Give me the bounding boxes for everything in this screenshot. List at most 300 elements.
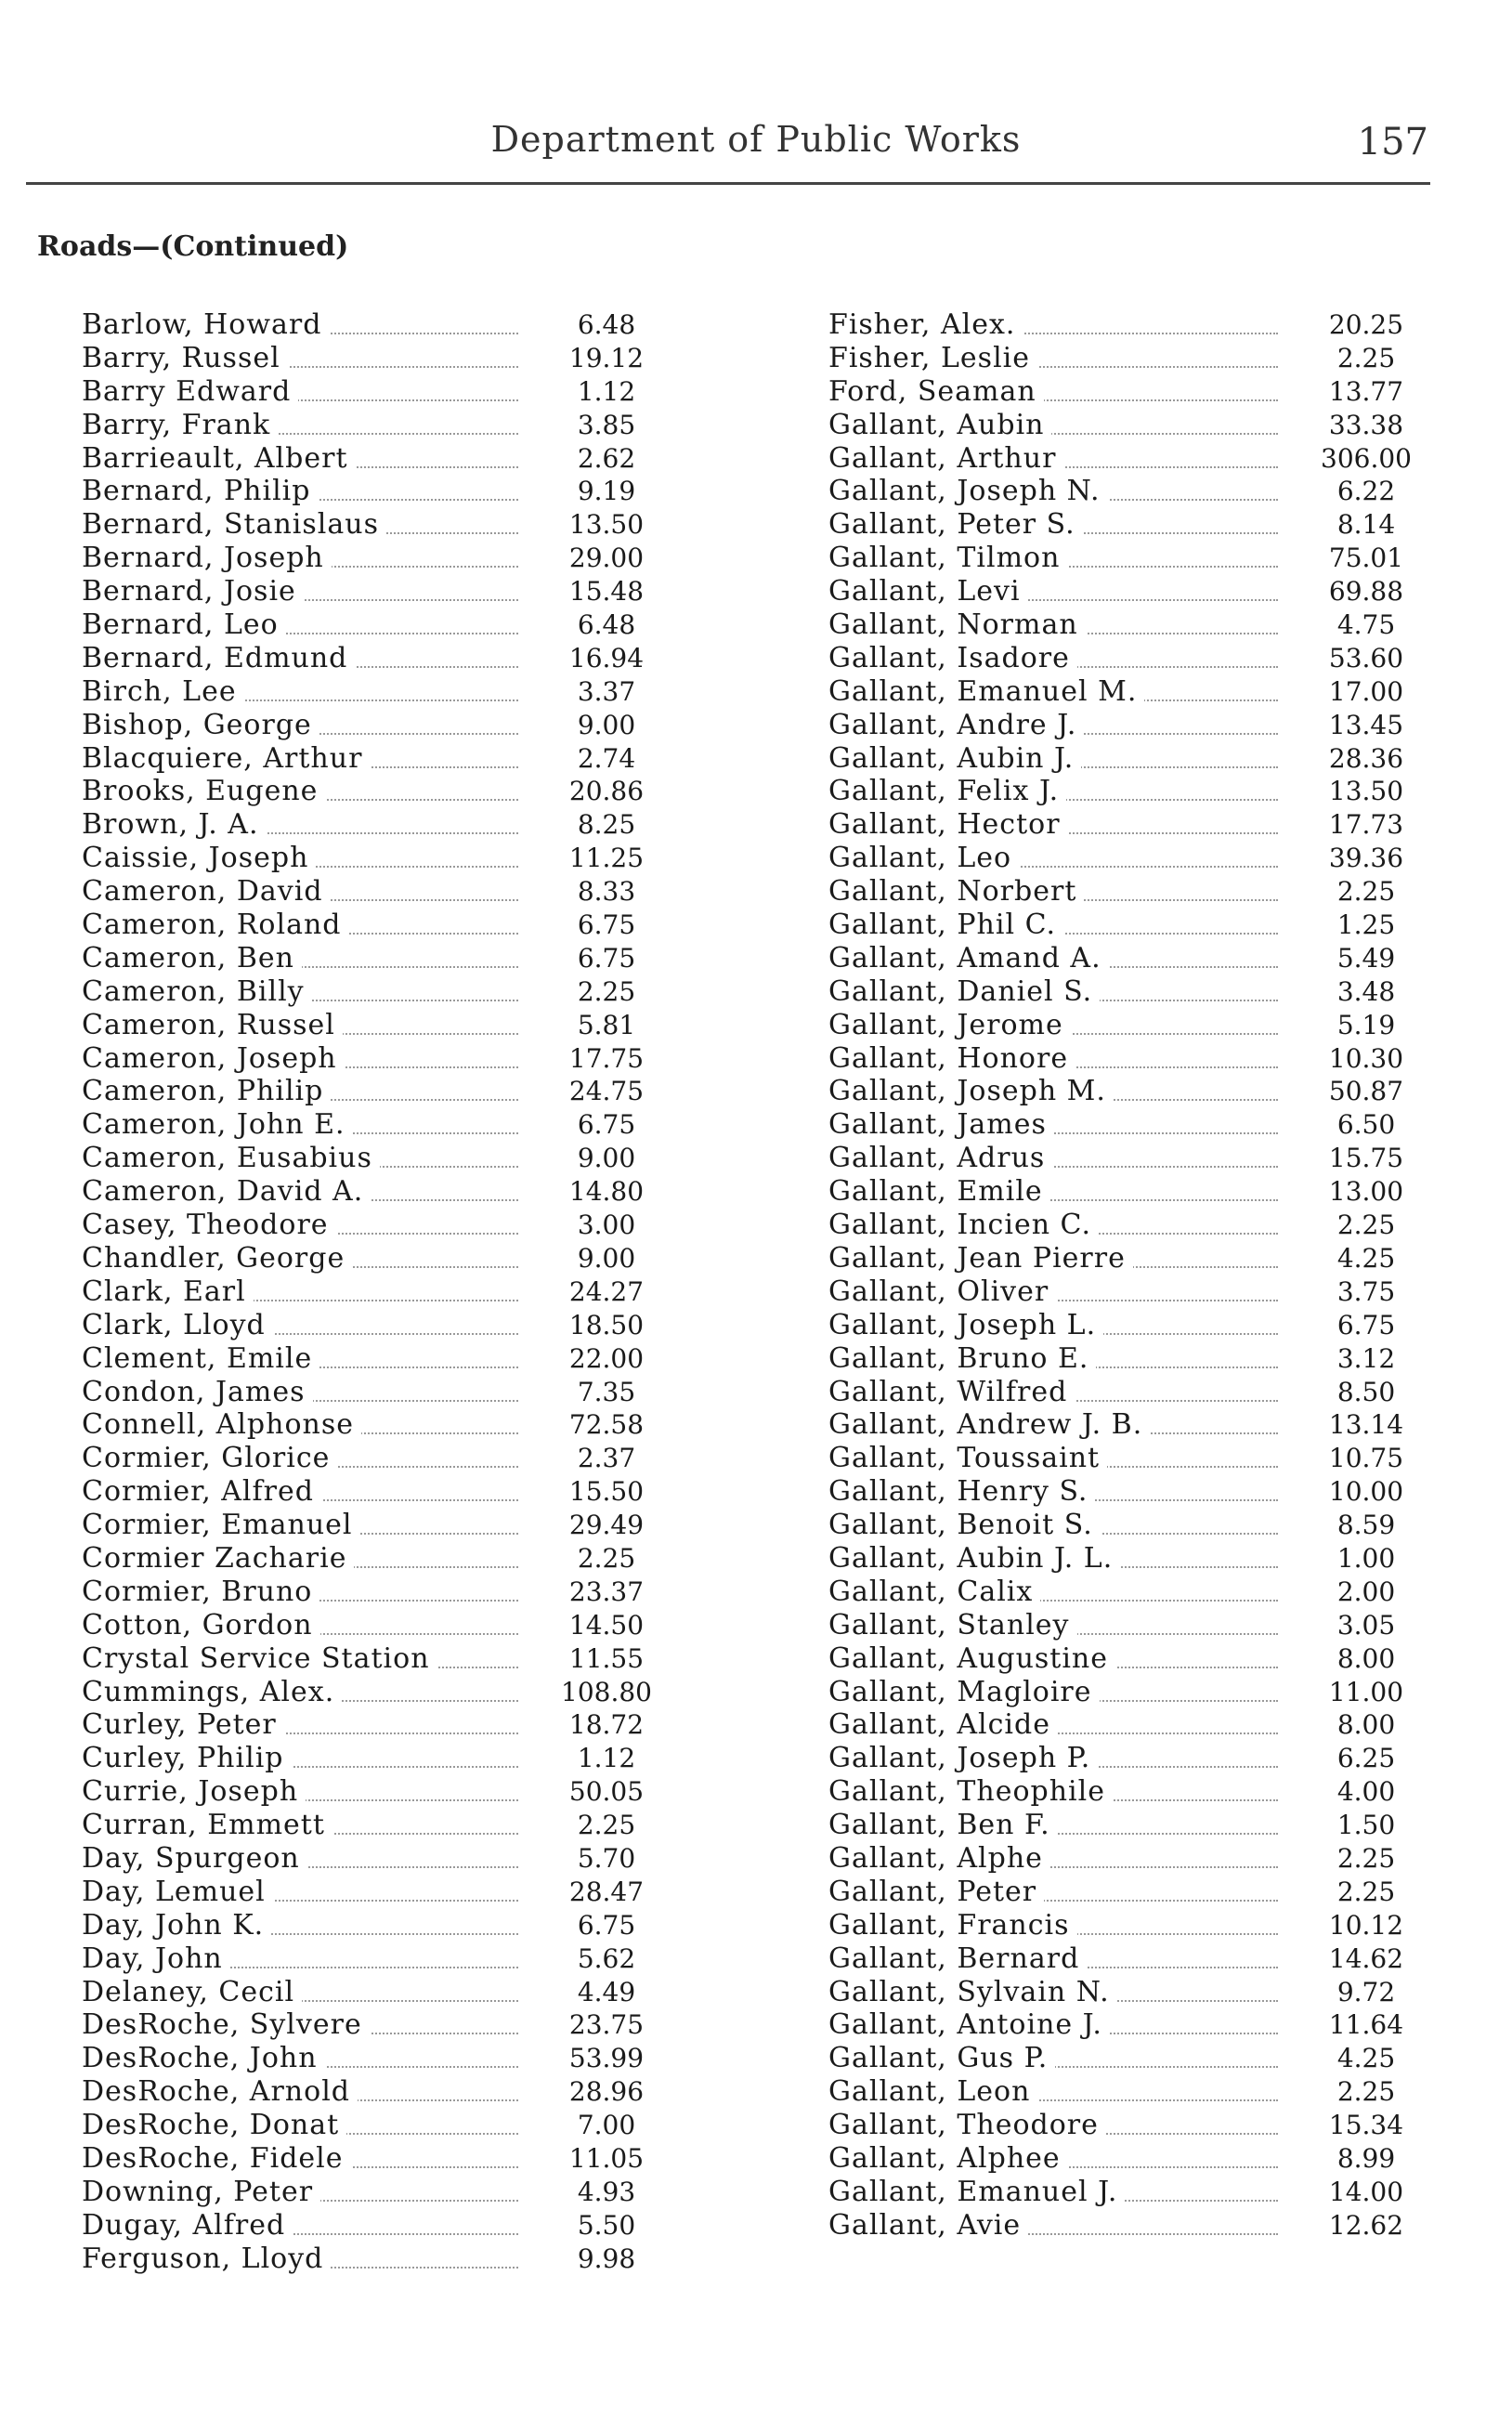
payment-amount: 10.12 <box>1328 1909 1404 1941</box>
payment-amount: 8.99 <box>1336 2142 1396 2174</box>
payee-name: Gallant, Gus P. <box>828 2042 1055 2075</box>
list-item <box>828 1509 1417 1542</box>
header-rule <box>26 182 1430 185</box>
payment-amount: 13.50 <box>568 509 645 541</box>
payee-name: Cameron, John E. <box>82 1108 353 1142</box>
payee-name: Bernard, Josie <box>82 575 304 608</box>
payment-amount: 9.00 <box>577 1242 636 1274</box>
list-item <box>82 1309 658 1342</box>
list-item <box>828 942 1417 975</box>
list-item <box>828 1042 1417 1076</box>
payee-name: Barry, Russel <box>82 342 288 375</box>
payment-amount: 6.75 <box>577 1109 636 1141</box>
list-item <box>828 442 1417 476</box>
payment-amount: 53.60 <box>1328 642 1404 673</box>
payment-amount: 2.37 <box>577 1443 636 1474</box>
list-item <box>82 1075 658 1108</box>
payee-name: Bernard, Joseph <box>82 542 332 575</box>
payment-amount: 7.35 <box>577 1376 636 1407</box>
payment-amount: 7.00 <box>577 2110 636 2141</box>
payee-name: Gallant, Aubin <box>828 409 1051 442</box>
list-item <box>82 2242 658 2276</box>
list-item <box>828 2008 1417 2042</box>
payee-name: Gallant, Ben F. <box>828 1809 1058 1842</box>
payment-amount: 10.00 <box>1328 1476 1404 1508</box>
payee-name: Cameron, Philip <box>82 1075 331 1108</box>
payee-name: Day, John <box>82 1942 230 1976</box>
payment-amount: 5.62 <box>577 1942 636 1974</box>
payment-amount: 75.01 <box>1328 543 1404 574</box>
payee-name: Gallant, Emanuel M. <box>828 675 1144 709</box>
payment-amount: 2.25 <box>1336 342 1396 373</box>
payee-name: Gallant, Felix J. <box>828 775 1066 808</box>
payee-name: Birch, Lee <box>82 675 244 709</box>
payment-amount: 11.64 <box>1328 2009 1404 2041</box>
payee-name: Day, Lemuel <box>82 1876 273 1909</box>
list-item <box>82 875 658 909</box>
payment-amount: 50.87 <box>1328 1076 1404 1107</box>
payee-name: Chandler, George <box>82 1242 352 1275</box>
payee-name: Gallant, Joseph P. <box>828 1742 1098 1775</box>
payee-name: Barry, Frank <box>82 409 278 442</box>
list-item <box>828 909 1417 942</box>
payment-amount: 69.88 <box>1328 576 1404 608</box>
list-item <box>82 1542 658 1576</box>
payee-name: Gallant, Emile <box>828 1175 1050 1209</box>
list-item <box>82 1342 658 1376</box>
payee-name: Gallant, Andre J. <box>828 709 1084 742</box>
payee-name: Fisher, Alex. <box>828 308 1023 342</box>
payee-name: Gallant, Leon <box>828 2075 1037 2109</box>
payee-name: Gallant, Alphe <box>828 1842 1050 1876</box>
payee-name: DesRoche, Sylvere <box>82 2008 370 2042</box>
payee-name: Caissie, Joseph <box>82 842 316 875</box>
payee-name: DesRoche, Donat <box>82 2109 346 2142</box>
list-item <box>82 1576 658 1609</box>
list-item <box>82 1142 658 1175</box>
payee-name: Gallant, Aubin J. <box>828 742 1081 776</box>
payment-amount: 50.05 <box>568 1776 645 1808</box>
payment-amount: 15.50 <box>568 1476 645 1508</box>
payee-name: DesRoche, John <box>82 2042 325 2075</box>
list-item <box>82 1209 658 1242</box>
payee-name: Gallant, Joseph L. <box>828 1309 1103 1342</box>
payment-amount: 9.19 <box>577 476 636 507</box>
payment-amount: 8.00 <box>1336 1709 1396 1741</box>
payment-amount: 18.72 <box>568 1709 645 1741</box>
payee-name: Cameron, Eusabius <box>82 1142 380 1175</box>
list-item <box>828 709 1417 742</box>
payee-name: Gallant, Aubin J. L. <box>828 1542 1120 1576</box>
payee-name: Casey, Theodore <box>82 1209 336 1242</box>
payment-amount: 15.34 <box>1328 2110 1404 2141</box>
payee-name: Cormier, Bruno <box>82 1576 319 1609</box>
list-item <box>82 442 658 476</box>
payee-name: Cameron, Roland <box>82 909 349 942</box>
payee-name: Gallant, Hector <box>828 808 1068 842</box>
list-item <box>82 1175 658 1209</box>
payment-amount: 2.62 <box>577 442 636 474</box>
payment-amount: 4.25 <box>1336 2043 1396 2074</box>
list-item <box>828 1342 1417 1376</box>
payee-name: Barry Edward <box>82 375 298 409</box>
list-item <box>828 542 1417 575</box>
list-item <box>828 608 1417 642</box>
payee-name: Delaney, Cecil <box>82 1976 302 2009</box>
payment-amount: 6.48 <box>577 609 636 641</box>
payee-name: Connell, Alphonse <box>82 1408 361 1442</box>
payment-amount: 1.00 <box>1336 1542 1396 1574</box>
payee-name: Barrieault, Albert <box>82 442 356 476</box>
payment-amount: 3.00 <box>577 1210 636 1241</box>
payment-amount: 23.37 <box>568 1576 645 1607</box>
payee-name: Gallant, Oliver <box>828 1275 1056 1309</box>
payee-name: Gallant, Jean Pierre <box>828 1242 1133 1275</box>
payee-name: Gallant, Norbert <box>828 875 1084 909</box>
payee-name: Gallant, Phil C. <box>828 909 1063 942</box>
list-item <box>82 1909 658 1942</box>
payee-name: Gallant, Magloire <box>828 1676 1100 1709</box>
payee-name: Cameron, David <box>82 875 331 909</box>
list-item <box>828 375 1417 409</box>
payment-amount: 9.98 <box>577 2242 636 2274</box>
list-item <box>828 1609 1417 1642</box>
list-item <box>82 1275 658 1309</box>
payee-name: Dugay, Alfred <box>82 2209 293 2242</box>
payee-name: Gallant, Levi <box>828 575 1028 608</box>
payee-name: Clark, Earl <box>82 1275 254 1309</box>
payee-name: Cotton, Gordon <box>82 1609 320 1642</box>
list-item <box>82 1809 658 1842</box>
list-item <box>82 709 658 742</box>
payment-amount: 29.49 <box>568 1510 645 1541</box>
payment-amount: 3.12 <box>1336 1342 1396 1374</box>
payee-name: Downing, Peter <box>82 2176 320 2209</box>
payee-name: Gallant, Bruno E. <box>828 1342 1096 1376</box>
list-item <box>828 508 1417 542</box>
page-number: 157 <box>1357 121 1428 163</box>
list-item <box>82 2075 658 2109</box>
payment-amount: 8.50 <box>1336 1376 1396 1407</box>
payment-amount: 2.74 <box>577 742 636 774</box>
payee-name: Day, Spurgeon <box>82 1842 307 1876</box>
payee-name: Gallant, Wilfred <box>828 1376 1075 1409</box>
payee-name: Gallant, Amand A. <box>828 942 1109 975</box>
payment-amount: 10.75 <box>1328 1443 1404 1474</box>
payee-name: Gallant, Avie <box>828 2209 1028 2242</box>
list-item <box>82 308 658 342</box>
list-item <box>828 342 1417 375</box>
payment-amount: 17.73 <box>1328 809 1404 841</box>
list-item <box>828 875 1417 909</box>
list-item <box>828 2042 1417 2075</box>
payment-amount: 28.47 <box>568 1876 645 1907</box>
payment-amount: 8.25 <box>577 809 636 841</box>
list-item <box>82 1976 658 2009</box>
payment-amount: 5.49 <box>1336 942 1396 974</box>
list-item <box>82 975 658 1009</box>
payee-name: Bishop, George <box>82 709 319 742</box>
payee-name: Cormier, Glorice <box>82 1442 337 1475</box>
payee-name: Gallant, Isadore <box>828 642 1077 675</box>
payment-amount: 2.25 <box>1336 1876 1396 1907</box>
list-item <box>828 975 1417 1009</box>
payment-amount: 14.62 <box>1328 1942 1404 1974</box>
payee-name: Cummings, Alex. <box>82 1676 342 1709</box>
payee-name: Currie, Joseph <box>82 1775 306 1809</box>
list-item <box>82 1942 658 1976</box>
list-item <box>82 1509 658 1542</box>
payment-amount: 28.36 <box>1328 742 1404 774</box>
right-column <box>828 308 1417 2242</box>
payee-name: Gallant, Antoine J. <box>828 2008 1110 2042</box>
payment-amount: 2.25 <box>1336 1842 1396 1874</box>
payment-amount: 1.25 <box>1336 909 1396 941</box>
payment-amount: 13.45 <box>1328 709 1404 740</box>
payee-name: Gallant, Jerome <box>828 1009 1071 1042</box>
payee-name: Cormier Zacharie <box>82 1542 354 1576</box>
payee-name: Cameron, Ben <box>82 942 302 975</box>
payment-amount: 6.75 <box>577 1909 636 1941</box>
list-item <box>828 1976 1417 2009</box>
payment-amount: 3.37 <box>577 675 636 707</box>
payment-amount: 16.94 <box>568 642 645 673</box>
payment-amount: 33.38 <box>1328 409 1404 440</box>
payee-name: Cameron, Russel <box>82 1009 343 1042</box>
payment-amount: 19.12 <box>568 342 645 373</box>
payee-name: Gallant, Theophile <box>828 1775 1113 1809</box>
payee-name: Gallant, Alphee <box>828 2142 1068 2176</box>
payee-name: Gallant, Adrus <box>828 1142 1052 1175</box>
list-item <box>828 1442 1417 1475</box>
payment-amount: 23.75 <box>568 2009 645 2041</box>
payment-amount: 6.75 <box>1336 1309 1396 1340</box>
payee-name: Gallant, Calix <box>828 1576 1040 1609</box>
payment-amount: 8.14 <box>1336 509 1396 541</box>
list-item <box>82 1408 658 1442</box>
payee-name: Curley, Peter <box>82 1708 284 1742</box>
payee-name: Gallant, Stanley <box>828 1609 1077 1642</box>
payment-amount: 72.58 <box>568 1409 645 1441</box>
payment-amount: 28.96 <box>568 2076 645 2108</box>
list-item <box>828 1842 1417 1876</box>
payee-name: Ford, Seaman <box>828 375 1044 409</box>
list-item <box>828 1242 1417 1275</box>
payment-amount: 4.49 <box>577 1976 636 2007</box>
payee-name: Curran, Emmett <box>82 1809 332 1842</box>
left-column <box>82 308 658 2276</box>
payment-amount: 2.25 <box>577 1542 636 1574</box>
payment-amount: 14.50 <box>568 1609 645 1641</box>
list-item <box>82 1442 658 1475</box>
list-item <box>82 842 658 875</box>
payee-name: Fisher, Leslie <box>828 342 1037 375</box>
section-heading: Roads—(Continued) <box>37 230 349 263</box>
list-item <box>82 1475 658 1509</box>
list-item <box>828 1108 1417 1142</box>
list-item <box>82 1609 658 1642</box>
payee-name: Gallant, Tilmon <box>828 542 1067 575</box>
payee-name: Gallant, Andrew J. B. <box>828 1408 1150 1442</box>
payee-name: Gallant, Leo <box>828 842 1019 875</box>
list-item <box>828 1775 1417 1809</box>
payment-amount: 4.93 <box>577 2176 636 2207</box>
list-item <box>828 409 1417 442</box>
payment-amount: 3.75 <box>1336 1275 1396 1307</box>
payment-amount: 13.00 <box>1328 1176 1404 1208</box>
list-item <box>828 575 1417 608</box>
payment-amount: 15.48 <box>568 576 645 608</box>
list-item <box>828 1909 1417 1942</box>
payment-amount: 108.80 <box>561 1676 652 1707</box>
payment-amount: 8.59 <box>1336 1510 1396 1541</box>
payee-name: Gallant, Arthur <box>828 442 1063 476</box>
payment-amount: 20.25 <box>1328 309 1404 340</box>
payee-name: Cormier, Emanuel <box>82 1509 360 1542</box>
list-item <box>82 1876 658 1909</box>
payment-amount: 1.12 <box>577 1743 636 1774</box>
list-item <box>82 2209 658 2242</box>
payee-name: Clark, Lloyd <box>82 1309 273 1342</box>
list-item <box>828 1408 1417 1442</box>
payment-amount: 6.75 <box>577 942 636 974</box>
payment-amount: 24.27 <box>568 1275 645 1307</box>
payee-name: Gallant, Toussaint <box>828 1442 1107 1475</box>
payment-amount: 5.19 <box>1336 1009 1396 1040</box>
list-item <box>82 675 658 709</box>
list-item <box>82 575 658 608</box>
list-item <box>828 1576 1417 1609</box>
list-item <box>828 2209 1417 2242</box>
payee-name: Bernard, Leo <box>82 608 286 642</box>
payment-amount: 14.00 <box>1328 2176 1404 2207</box>
payee-name: Gallant, Honore <box>828 1042 1075 1076</box>
list-item <box>82 475 658 508</box>
payee-name: DesRoche, Arnold <box>82 2075 358 2109</box>
payee-name: Cameron, David A. <box>82 1175 371 1209</box>
payee-name: Cormier, Alfred <box>82 1475 321 1509</box>
payment-amount: 306.00 <box>1321 442 1412 474</box>
payee-name: Gallant, Incien C. <box>828 1209 1099 1242</box>
list-item <box>82 2042 658 2075</box>
payment-amount: 5.81 <box>577 1009 636 1040</box>
payment-amount: 8.00 <box>1336 1642 1396 1674</box>
payment-amount: 8.33 <box>577 876 636 908</box>
list-item <box>82 1775 658 1809</box>
list-item <box>82 2008 658 2042</box>
payment-amount: 14.80 <box>568 1176 645 1208</box>
list-item <box>828 1475 1417 1509</box>
payee-name: Gallant, Joseph N. <box>828 475 1108 508</box>
list-item <box>82 1042 658 1076</box>
list-item <box>828 1676 1417 1709</box>
payee-name: Gallant, James <box>828 1108 1054 1142</box>
payee-name: Gallant, Daniel S. <box>828 975 1100 1009</box>
list-item <box>828 642 1417 675</box>
payment-amount: 4.25 <box>1336 1242 1396 1274</box>
payment-amount: 6.48 <box>577 309 636 340</box>
list-item <box>828 808 1417 842</box>
payee-name: Brown, J. A. <box>82 808 267 842</box>
list-item <box>828 1175 1417 1209</box>
list-item <box>828 2109 1417 2142</box>
payee-name: Gallant, Alcide <box>828 1708 1058 1742</box>
payment-amount: 17.00 <box>1328 675 1404 707</box>
list-item <box>828 675 1417 709</box>
payee-name: Bernard, Philip <box>82 475 318 508</box>
list-item <box>82 2109 658 2142</box>
list-item <box>828 1942 1417 1976</box>
list-item <box>828 1742 1417 1775</box>
payment-amount: 2.25 <box>1336 2076 1396 2108</box>
payment-amount: 5.50 <box>577 2209 636 2241</box>
list-item <box>828 775 1417 808</box>
list-item <box>82 342 658 375</box>
payment-amount: 39.36 <box>1328 843 1404 874</box>
list-item <box>82 1108 658 1142</box>
list-item <box>82 642 658 675</box>
payment-amount: 20.86 <box>568 776 645 807</box>
payee-name: Cameron, Billy <box>82 975 312 1009</box>
payment-amount: 53.99 <box>568 2043 645 2074</box>
payment-amount: 2.25 <box>1336 1210 1396 1241</box>
payment-amount: 2.25 <box>1336 876 1396 908</box>
payee-name: Gallant, Norman <box>828 608 1086 642</box>
list-item <box>828 1376 1417 1409</box>
payee-name: Barlow, Howard <box>82 308 329 342</box>
payment-amount: 1.50 <box>1336 1810 1396 1841</box>
list-item <box>828 842 1417 875</box>
list-item <box>828 475 1417 508</box>
list-item <box>828 2142 1417 2176</box>
payee-name: Gallant, Benoit S. <box>828 1509 1101 1542</box>
payment-amount: 9.00 <box>577 709 636 740</box>
list-item <box>828 1642 1417 1676</box>
list-item <box>828 1309 1417 1342</box>
payment-amount: 11.05 <box>568 2142 645 2174</box>
payment-amount: 9.00 <box>577 1143 636 1174</box>
list-item <box>82 608 658 642</box>
payment-amount: 10.30 <box>1328 1042 1404 1074</box>
payee-name: Gallant, Francis <box>828 1909 1077 1942</box>
payee-name: Day, John K. <box>82 1909 271 1942</box>
list-item <box>828 1075 1417 1108</box>
payment-amount: 4.00 <box>1336 1776 1396 1808</box>
list-item <box>828 2176 1417 2209</box>
payment-amount: 11.00 <box>1328 1676 1404 1707</box>
list-item <box>82 375 658 409</box>
list-item <box>828 1009 1417 1042</box>
payee-name: Brooks, Eugene <box>82 775 325 808</box>
payment-amount: 9.72 <box>1336 1976 1396 2007</box>
payment-amount: 15.75 <box>1328 1143 1404 1174</box>
list-item <box>82 508 658 542</box>
payment-amount: 3.05 <box>1336 1609 1396 1641</box>
payee-name: Crystal Service Station <box>82 1642 437 1676</box>
list-item <box>828 1809 1417 1842</box>
payee-name: Curley, Philip <box>82 1742 292 1775</box>
list-item <box>82 1742 658 1775</box>
list-item <box>82 1376 658 1409</box>
list-item <box>828 308 1417 342</box>
list-item <box>82 909 658 942</box>
payee-name: Gallant, Peter <box>828 1876 1044 1909</box>
payee-name: Bernard, Edmund <box>82 642 355 675</box>
payee-name: Gallant, Augustine <box>828 1642 1115 1676</box>
list-item <box>828 1876 1417 1909</box>
payee-name: Ferguson, Lloyd <box>82 2242 331 2276</box>
payment-amount: 17.75 <box>568 1042 645 1074</box>
